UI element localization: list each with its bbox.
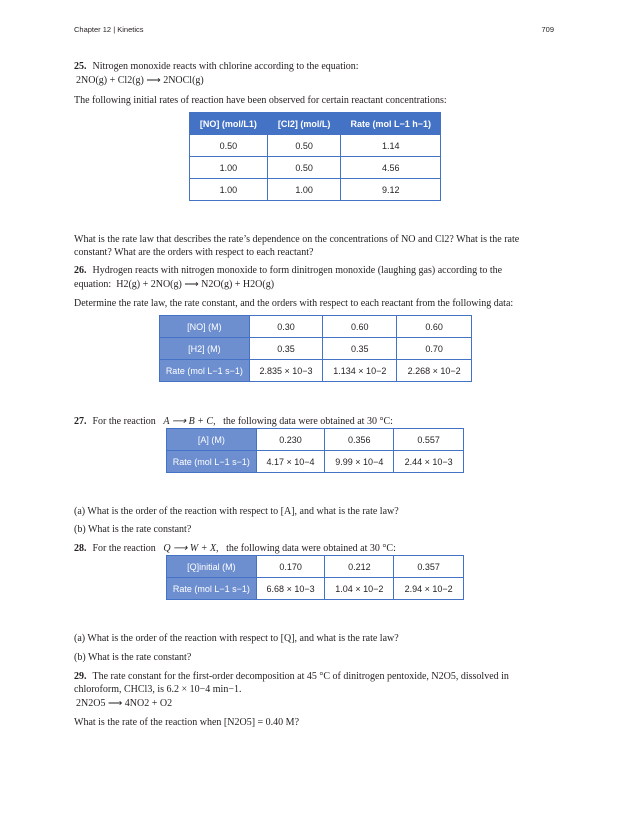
q25-question-line1: What is the rate law that describes the rate’s dependence on the concentrations of NO and Cl2? What is the rate (74, 234, 520, 245)
q29-equation: 2N2O5 ⟶ 4NO2 + O2 (76, 698, 173, 709)
table-row: [H2] (M) 0.35 0.35 0.70 (160, 338, 472, 360)
q27-number: 27. (74, 416, 87, 427)
table-row: 1.00 0.50 4.56 (190, 157, 441, 179)
q28-intro: 28. For the reaction Q ⟶ W + X, the following data were obtained at 30 °C: (74, 543, 396, 554)
q28-part-b: (b) What is the rate constant? (74, 652, 192, 663)
q25-equation: 2NO(g) + Cl2(g) ⟶ 2NOCl(g) (76, 75, 204, 86)
chapter-header: Chapter 12 | Kinetics (74, 25, 144, 34)
q28-table (166, 555, 464, 600)
page-number: 709 (541, 25, 554, 34)
q25-table (189, 112, 441, 201)
q27-table (166, 428, 464, 473)
table-row: 0.50 0.50 1.14 (190, 135, 441, 157)
q29-question: What is the rate of the reaction when [N2O5] = 0.40 M? (74, 717, 300, 728)
q26-table (159, 315, 472, 382)
table-header: [Cl2] (mol/L) (267, 113, 341, 135)
q27-intro: 27. For the reaction A ⟶ B + C, the following data were obtained at 30 °C: (74, 416, 393, 427)
q25-question-line2: constant? What are the orders with respect to each reactant? (74, 247, 314, 258)
q28-equation: Q ⟶ W + X, (163, 543, 219, 554)
q25-lead: The following initial rates of reaction have been observed for certain reactant concentrations: (74, 95, 447, 106)
q27-equation: A ⟶ B + C, (163, 416, 216, 427)
q26-lead: Determine the rate law, the rate constant, and the orders with respect to each reactant from the following data: (74, 298, 514, 309)
q27-part-a: (a) What is the order of the reaction with respect to [A], and what is the rate law? (74, 506, 399, 517)
q26-number: 26. (74, 265, 87, 276)
q28-number: 28. (74, 543, 87, 554)
q26-equation-line: equation: H2(g) + 2NO(g) ⟶ N2O(g) + H2O(g) (74, 279, 275, 290)
q25-intro: 25. Nitrogen monoxide reacts with chlorine according to the equation: (74, 61, 359, 72)
table-row: 1.00 1.00 9.12 (190, 179, 441, 201)
table-header: [NO] (mol/L1) (190, 113, 268, 135)
q25-number: 25. (74, 61, 87, 72)
q29-line2: chloroform, CHCl3, is 6.2 × 10−4 min−1. (74, 684, 242, 695)
q29-line1: 29. The rate constant for the first-order decomposition at 45 °C of dinitrogen pentoxide, N2O5, dissolved in (74, 671, 509, 682)
table-row: [A] (M) 0.230 0.356 0.557 (167, 429, 464, 451)
q28-part-a: (a) What is the order of the reaction with respect to [Q], and what is the rate law? (74, 633, 399, 644)
q27-part-b: (b) What is the rate constant? (74, 524, 192, 535)
table-row: Rate (mol L−1 s−1) 6.68 × 10−3 1.04 × 10−2 2.94 × 10−2 (167, 578, 464, 600)
q26-intro: 26. Hydrogen reacts with nitrogen monoxide to form dinitrogen monoxide (laughing gas) according to the (74, 265, 503, 276)
table-header: Rate (mol L−1 h−1) (341, 113, 441, 135)
table-row: Rate (mol L−1 s−1) 4.17 × 10−4 9.99 × 10−4 2.44 × 10−3 (167, 451, 464, 473)
q29-number: 29. (74, 671, 87, 682)
q26-equation: H2(g) + 2NO(g) ⟶ N2O(g) + H2O(g) (116, 279, 275, 290)
table-row: Rate (mol L−1 s−1) 2.835 × 10−3 1.134 × 10−2 2.268 × 10−2 (160, 360, 472, 382)
table-row: [NO] (M) 0.30 0.60 0.60 (160, 316, 472, 338)
table-row: [Q]initial (M) 0.170 0.212 0.357 (167, 556, 464, 578)
